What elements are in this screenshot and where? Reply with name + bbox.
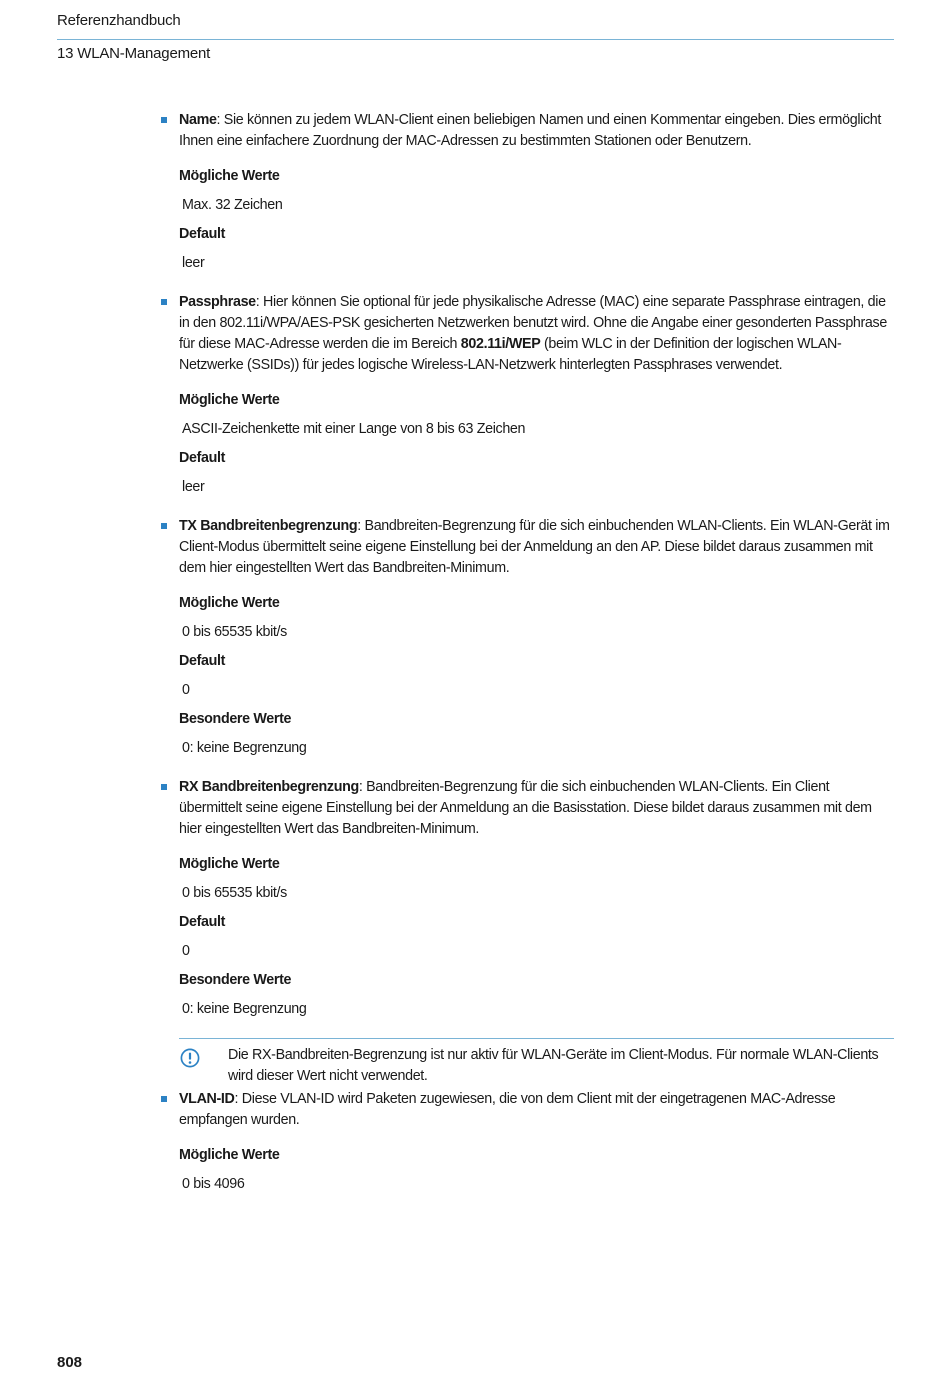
list-item-passphrase xyxy=(158,292,894,498)
list-item-rx-bandwidth xyxy=(158,777,894,1020)
running-header-chapter: 13 WLAN-Management xyxy=(57,45,211,62)
item-description-emphasis: 802.11i/WEP xyxy=(460,336,541,352)
possible-values-label: Mögliche Werte xyxy=(179,856,280,872)
list-item-vlan-id xyxy=(158,1089,894,1195)
item-description-text: : Bandbreiten-Begrenzung für die sich einbuchenden WLAN-Clients. Ein WLAN-Gerät im Client-Modus übermittelt seine eigene Einstellung bei der Anmeldung an den AP. Diese bildet daraus zusammen mit dem hier eingestellten Wert das Bandbreiten-Minimum. xyxy=(179,518,890,576)
header-divider xyxy=(57,39,894,40)
item-description xyxy=(179,292,894,376)
list-item-tx-bandwidth xyxy=(158,516,894,759)
item-description xyxy=(179,777,894,840)
special-values-label: Besondere Werte xyxy=(179,972,292,988)
item-term: Name xyxy=(179,112,217,128)
default-value: leer xyxy=(182,255,205,271)
info-icon xyxy=(180,1048,200,1068)
possible-values-value: ASCII-Zeichenkette mit einer Lange von 8 bis 63 Zeichen xyxy=(182,421,526,437)
possible-values-label: Mögliche Werte xyxy=(179,392,280,408)
default-value: leer xyxy=(182,479,205,495)
item-description-text: : Sie können zu jedem WLAN-Client einen beliebigen Namen und einen Kommentar eingeben. Dies ermöglicht Ihnen eine einfachere Zuordnung der MAC-Adressen zu bestimmten Stationen oder Benutzern. xyxy=(179,112,881,149)
possible-values-label: Mögliche Werte xyxy=(179,168,280,184)
item-description xyxy=(179,110,894,152)
item-description-text: : Bandbreiten-Begrenzung für die sich einbuchenden WLAN-Clients. Ein Client übermittelt seine eigene Einstellung bei der Anmeldung an die Basisstation. Diese bildet daraus zusammen mit dem hier eingestellten Wert das Bandbreiten-Minimum. xyxy=(179,779,872,837)
possible-values-value: 0 bis 4096 xyxy=(182,1176,245,1192)
item-description-text: : Hier können Sie optional für jede physikalische Adresse (MAC) eine separate Passphrase eintragen, die in den 802.11i/WPA/AES-PSK gesicherten Netzwerken benutzt wird. Ohne die Angabe einer gesonderten Passphrase für diese MAC-Adresse werden die im Bereich xyxy=(179,294,887,352)
item-term: VLAN-ID xyxy=(179,1091,235,1107)
page-number: 808 xyxy=(57,1354,83,1371)
default-label: Default xyxy=(179,653,226,669)
special-values-value: 0: keine Begrenzung xyxy=(182,740,307,756)
default-value: 0 xyxy=(182,943,190,959)
possible-values-value: 0 bis 65535 kbit/s xyxy=(182,624,287,640)
item-term: Passphrase xyxy=(179,294,256,310)
possible-values-label: Mögliche Werte xyxy=(179,1147,280,1163)
possible-values-label: Mögliche Werte xyxy=(179,595,280,611)
possible-values-value: 0 bis 65535 kbit/s xyxy=(182,885,287,901)
item-term: RX Bandbreitenbegrenzung xyxy=(179,779,359,795)
note-text: Die RX-Bandbreiten-Begrenzung ist nur aktiv für WLAN-Geräte im Client-Modus. Für normale WLAN-Clients wird dieser Wert nicht verwendet. xyxy=(228,1047,879,1084)
item-term: TX Bandbreitenbegrenzung xyxy=(179,518,358,534)
bullet-icon xyxy=(161,299,167,305)
list-item-name xyxy=(158,110,894,274)
bullet-icon xyxy=(161,117,167,123)
bullet-icon xyxy=(161,523,167,529)
bullet-icon xyxy=(161,1096,167,1102)
special-values-value: 0: keine Begrenzung xyxy=(182,1001,307,1017)
default-label: Default xyxy=(179,450,226,466)
info-note xyxy=(179,1038,894,1087)
item-description xyxy=(179,516,894,579)
item-description xyxy=(179,1089,894,1131)
default-label: Default xyxy=(179,226,226,242)
bullet-icon xyxy=(161,784,167,790)
default-label: Default xyxy=(179,914,226,930)
item-description-text: (beim WLC in der Definition der logischen WLAN-Netzwerke (SSIDs)) für jedes logische Wireless-LAN-Netzwerk hinterlegten Passphrases verwendet. xyxy=(179,336,842,373)
item-description-text: : Diese VLAN-ID wird Paketen zugewiesen, die von dem Client mit der eingetragenen MAC-Adresse empfangen wurden. xyxy=(179,1091,836,1128)
main-content xyxy=(158,110,894,1213)
special-values-label: Besondere Werte xyxy=(179,711,292,727)
default-value: 0 xyxy=(182,682,190,698)
possible-values-value: Max. 32 Zeichen xyxy=(182,197,283,213)
running-header-title: Referenzhandbuch xyxy=(57,12,181,29)
